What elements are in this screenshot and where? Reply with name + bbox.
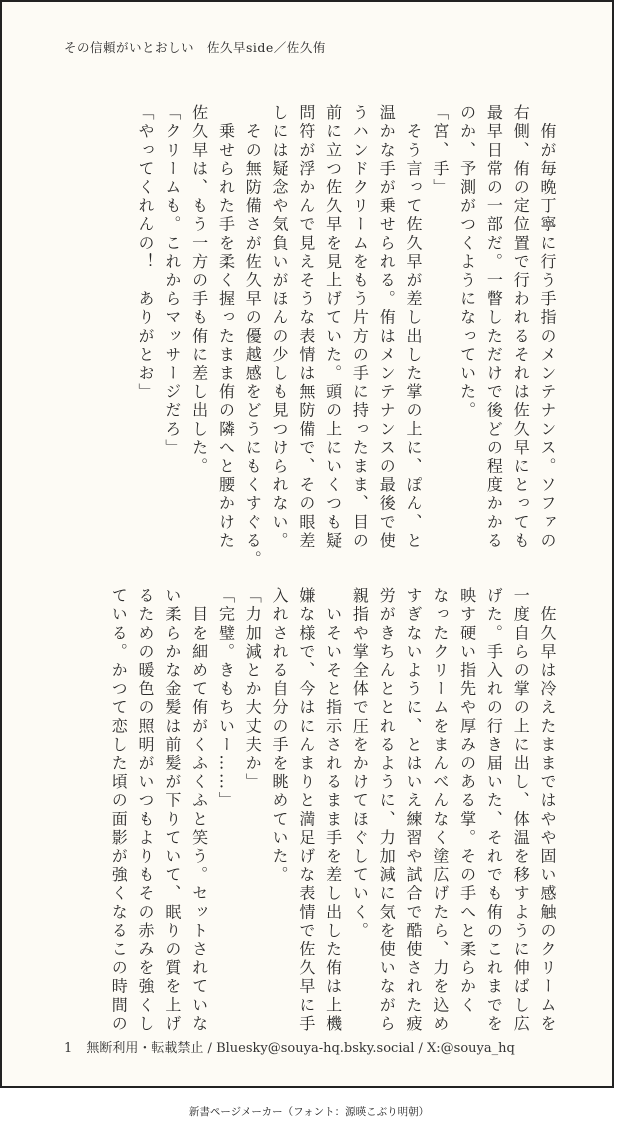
text-top-line: 前に立つ佐久早を見上げていた。頭の上にいくつも疑 bbox=[323, 104, 343, 551]
text-top-line: うハンドクリームをもう片方の手に持ったまま、目の bbox=[350, 104, 370, 551]
page-number: 1 bbox=[64, 1041, 73, 1056]
text-bottom-line: ている。かつて恋した頃の面影が強くなるこの時間の bbox=[109, 587, 129, 1034]
text-bottom-line: 目を細めて侑がくふくふと笑う。セットされていな bbox=[189, 587, 209, 1034]
footer-notice: 無断利用・転載禁止 / Bluesky@souya-hq.bsky.social / X:@souya_hq bbox=[86, 1041, 515, 1056]
text-top-line: 侑が毎晩丁寧に行う手指のメンテナンス。ソファの bbox=[538, 104, 557, 551]
text-bottom-line: げた。手入れの行き届いた、それでも侑のこれまでを bbox=[484, 587, 504, 1034]
text-bottom-line: 一度自らの掌の上に出し、体温を移すように伸ばし広 bbox=[511, 587, 531, 1034]
text-bottom-line: 「力加減とか大丈夫か」 bbox=[243, 587, 263, 792]
text-top-line: 乗せられた手を柔く握ったまま侑の隣へと腰かけた bbox=[216, 104, 236, 551]
text-bottom-line: 労がきちんととれるように、力加減に気を使いながら bbox=[377, 587, 397, 1034]
text-bottom-line: 佐久早は冷えたままではやや固い感触のクリームを bbox=[538, 587, 557, 1034]
text-top-line: 佐久早は、もう一方の手も侑に差し出した。 bbox=[189, 104, 209, 476]
text-bottom-line: い柔らかな金髪は前髪が下りていて、眠りの質を上げ bbox=[162, 587, 182, 1034]
text-column-top bbox=[136, 104, 560, 569]
page-footer bbox=[64, 1037, 515, 1056]
text-bottom-line: すぎないように、とはいえ練習や試合で酷使された疲 bbox=[404, 587, 424, 1034]
text-top-line: のか、予測がつくようになっていた。 bbox=[457, 104, 477, 421]
text-top-line: しには疑念や気負いがほんの少しも見つけられない。 bbox=[270, 104, 290, 551]
text-bottom-line: 親指や掌全体で圧をかけてほぐしていく。 bbox=[350, 587, 370, 941]
text-top-line: 「宮、手」 bbox=[430, 104, 450, 197]
text-bottom-line: るための暖色の照明がいつもよりもその赤みを強くし bbox=[136, 587, 156, 1034]
text-top-line: 温かな手が乗せられる。侑はメンテナンスの最後で使 bbox=[377, 104, 397, 551]
text-top-line: その無防備さが佐久早の優越感をどうにもくすぐる。 bbox=[243, 104, 263, 569]
text-top-line: 「やってくれんの！ ありがとお」 bbox=[136, 104, 156, 402]
text-top-line: 問符が浮かんで見えそうな表情は無防備で、その眼差 bbox=[296, 104, 316, 551]
page-header-title: その信頼がいとおしい 佐久早side／佐久侑 bbox=[64, 40, 326, 55]
text-top-line: 「クリームも。これからマッサージだろ」 bbox=[162, 104, 182, 458]
text-bottom-line: 映す硬い指先や厚みのある掌。その手へと柔らかく bbox=[457, 587, 477, 1015]
text-bottom-line: 嫌な様で、今はにんまりと満足げな表情で佐久早に手 bbox=[296, 587, 316, 1034]
text-bottom-line: なったクリームをまんべんなく塗広げたら、力を込め bbox=[430, 587, 450, 1034]
text-column-bottom bbox=[55, 587, 560, 1034]
generator-credit: 新書ページメーカー（フォント：源暎こぶり明朝） bbox=[188, 1106, 430, 1118]
text-top-line: 最早日常の一部だ。一瞥しただけで後どの程度かかる bbox=[484, 104, 504, 551]
text-bottom-line: いそいそと指示されるまま手を差し出した侑は上機 bbox=[323, 587, 343, 1034]
text-bottom-line: 「完璧。きもちいー……」 bbox=[216, 587, 236, 811]
text-top-line: そう言って佐久早が差し出した掌の上に、ぽん、と bbox=[404, 104, 424, 551]
text-top-line: 右側、侑の定位置で行われるそれは佐久早にとっても bbox=[511, 104, 531, 551]
text-bottom-line: 入れされる自分の手を眺めていた。 bbox=[270, 587, 290, 885]
